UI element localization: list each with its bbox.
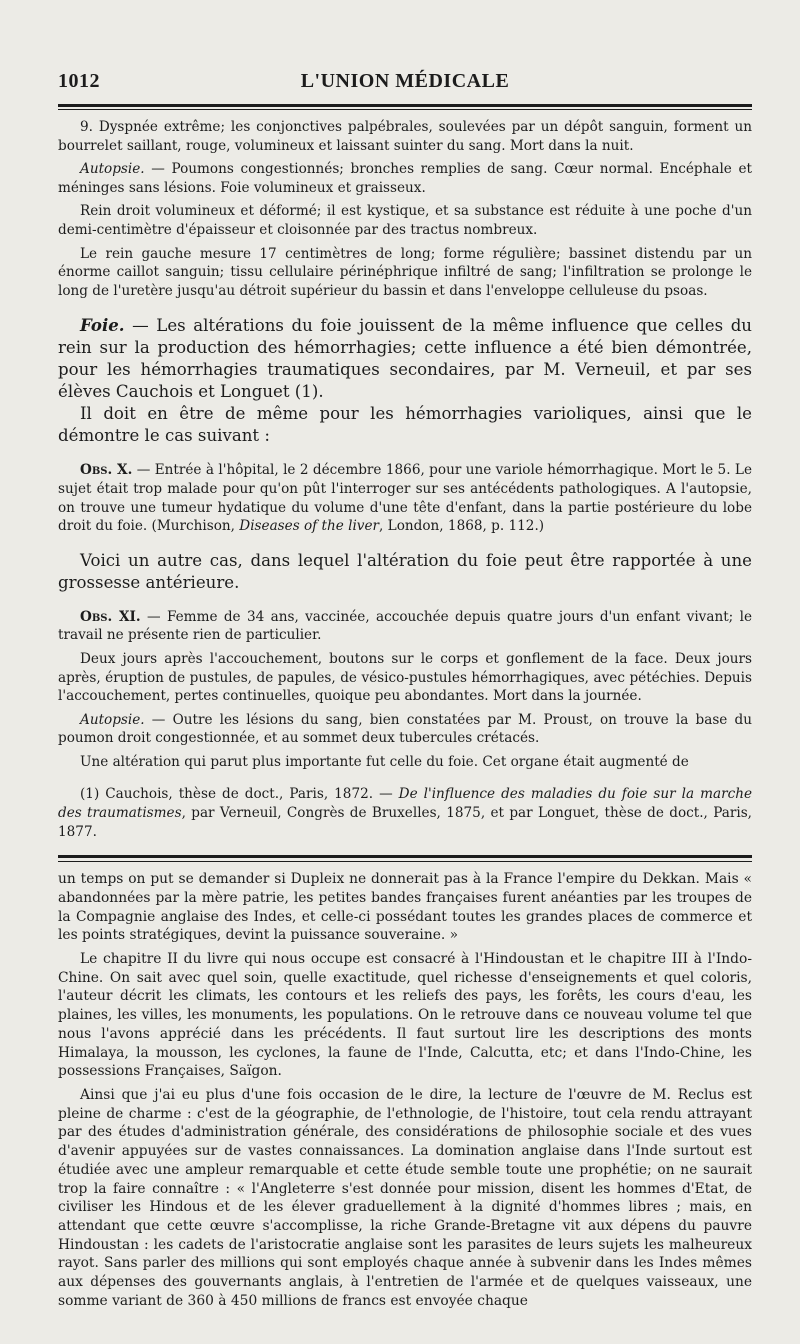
paragraph: Voici un autre cas, dans lequel l'altération du foie peut être rapportée à une grossesse antérieure.	[58, 550, 752, 592]
paragraph: Ainsi que j'ai eu plus d'une fois occasion de le dire, la lecture de l'œuvre de M. Reclus est pleine de charme : c'est de la géographie, de l'ethnologie, de l'histoire, tout cela rendu attrayant par des études d'administration générale, des considérations de philosophie sociale et des vues d'avenir appuyées sur de vastes connaissances. La domination anglaise dans l'Inde surtout est étudiée avec une ampleur remarquable et cette étude semble toute une prophétie; on ne saurait trop la faire connaître : « l'Angleterre s'est donnée pour mission, disent les hommes d'Etat, de civiliser les Hindous et de les élever graduellement à la dignité d'hommes libres ; mais, en attendant que cette œuvre s'accomplisse, la riche Grande-Bretagne vit aux dépens du pauvre Hindoustan : les cadets de l'aristocratie anglaise sont les parasites de leurs sujets les malheureux rayot. Sans parler des millions qui sont employés chaque année à subvenir dans les Indes mêmes aux dépenses des gouvernants anglais, à l'entretien de l'armée et de quelques vaisseaux, une somme variant de 360 à 450 millions de francs est envoyée chaque	[58, 1086, 752, 1309]
paragraph: Le rein gauche mesure 17 centimètres de long; forme régulière; bassinet distendu par un énorme caillot sanguin; tissu cellulaire périnéphrique infiltré de sang; l'infiltration se prolonge le long de l'uretère jusqu'au détroit supérieur du bassin et dans l'enveloppe celluleuse du psoas.	[58, 245, 752, 299]
autopsy-label: Autopsie.	[80, 711, 145, 728]
article-body	[58, 118, 752, 841]
paragraph: Le chapitre II du livre qui nous occupe est consacré à l'Hindoustan et le chapitre III à l'Indo-Chine. On sait avec quel soin, quelle exactitude, quel richesse d'enseignements et quel coloris, l'auteur décrit les climats, les contours et les reliefs des pays, les forêts, les cours d'eau, les plaines, les villes, les monuments, les populations. On le retrouve dans ce nouveau volume tel que nous l'avons apprécié dans les précédents. Il faut surtout lire les descriptions des monts Himalaya, la mousson, les cyclones, la faune de l'Inde, Calcutta, etc; et dans l'Indo-Chine, les possessions Françaises, Saïgon.	[58, 951, 752, 1080]
section-text: — Les altérations du foie jouissent de la même influence que celles du rein sur la production des hémorrhagies; cette influence a été bien démontrée, pour les hémorrhagies traumatiques secondaires, par M. Verneuil, et par ses élèves Cauchois et Longuet (1).	[58, 316, 752, 402]
section-heading-foie: Foie.	[80, 315, 125, 336]
paragraph: Il doit en être de même pour les hémorrhagies varioliques, ainsi que le démontre le cas suivant :	[58, 404, 752, 446]
footnote-text-end: , par Verneuil, Congrès de Bruxelles, 1875, et par Longuet, thèse de doct., Paris, 1877.	[58, 805, 752, 840]
observation-label: Obs. X.	[80, 462, 133, 479]
observation-x	[58, 461, 752, 535]
running-header	[58, 70, 752, 96]
observation-text-end: , London, 1868, p. 112.)	[379, 518, 545, 535]
observation-label: Obs. XI.	[80, 608, 141, 625]
footnote	[58, 785, 752, 841]
autopsy-text: — Poumons congestionnés; bronches remplies de sang. Cœur normal. Encéphale et méninges sans lésions. Foie volumineux et graisseux.	[58, 161, 752, 196]
feuilleton-column	[58, 870, 752, 1310]
paragraph: Une altération qui parut plus importante fut celle du foie. Cet organe était augmenté de	[80, 753, 689, 770]
feuilleton-separator	[58, 855, 752, 862]
paragraph: un temps on put se demander si Dupleix ne donnerait pas à la France l'empire du Dekkan. Mais « abandonnées par la mère patrie, les petites bandes françaises furent anéanties par les troupes de la Compagnie anglaise des Indes, et celle-ci possédant toutes les grandes places de commerce et les points stratégiques, devint la puissance souveraine. »	[58, 871, 752, 944]
liver-section-paragraph	[58, 314, 752, 403]
footnote-text: (1) Cauchois, thèse de doct., Paris, 1872. —	[80, 786, 399, 803]
autopsy-text: — Outre les lésions du sang, bien constatées par M. Proust, on trouve la base du poumon droit congestionnée, et au sommet deux tubercules crétacés.	[58, 711, 752, 747]
paragraph: 9. Dyspnée extrême; les conjonctives palpébrales, soulevées par un dépôt sanguin, forment un bourrelet saillant, rouge, volumineux et laissant suinter du sang. Mort dans la nuit.	[58, 119, 752, 154]
cited-title: Diseases of the liver	[239, 518, 380, 535]
header-rule-thin	[58, 109, 752, 110]
footnote-cited-title: De l'influence des maladies du foie sur la marche des traumatismes	[58, 786, 752, 822]
running-title: L'UNION MÉDICALE	[300, 70, 510, 92]
paragraph: Rein droit volumineux et déformé; il est kystique, et sa substance est réduite à une poche d'un demi-centimètre d'épaisseur et cloisonnée par des tractus nombreux.	[58, 203, 752, 238]
observation-text: — Femme de 34 ans, vaccinée, accouchée depuis quatre jours d'un enfant vivant; le travail ne présente rien de particulier.	[58, 608, 752, 644]
autopsy-label: Autopsie.	[80, 161, 145, 178]
header-rule	[58, 104, 752, 107]
observation-xi	[58, 608, 752, 645]
autopsy-paragraph	[58, 711, 752, 748]
autopsy-paragraph	[58, 160, 752, 197]
page-number: 1012	[58, 70, 100, 92]
observation-text: — Entrée à l'hôpital, le 2 décembre 1866, pour une variole hémorrhagique. Mort le 5. Le sujet était trop malade pour qu'on pût l'interroger sur ses antécédents pathologiques. A l'autopsie, on trouve une tumeur hydatique du volume d'une tête d'enfant, dans la partie postérieure du lobe droit du foie. (Murchison,	[58, 462, 752, 535]
paragraph: Deux jours après l'accouchement, boutons sur le corps et gonflement de la face. Deux jours après, éruption de pustules, de papules, de vésico-pustules hémorrhagiques, avec pétéchies. Depuis l'accouchement, pertes continuelles, quoique peu abondantes. Mort dans la journée.	[58, 650, 752, 705]
